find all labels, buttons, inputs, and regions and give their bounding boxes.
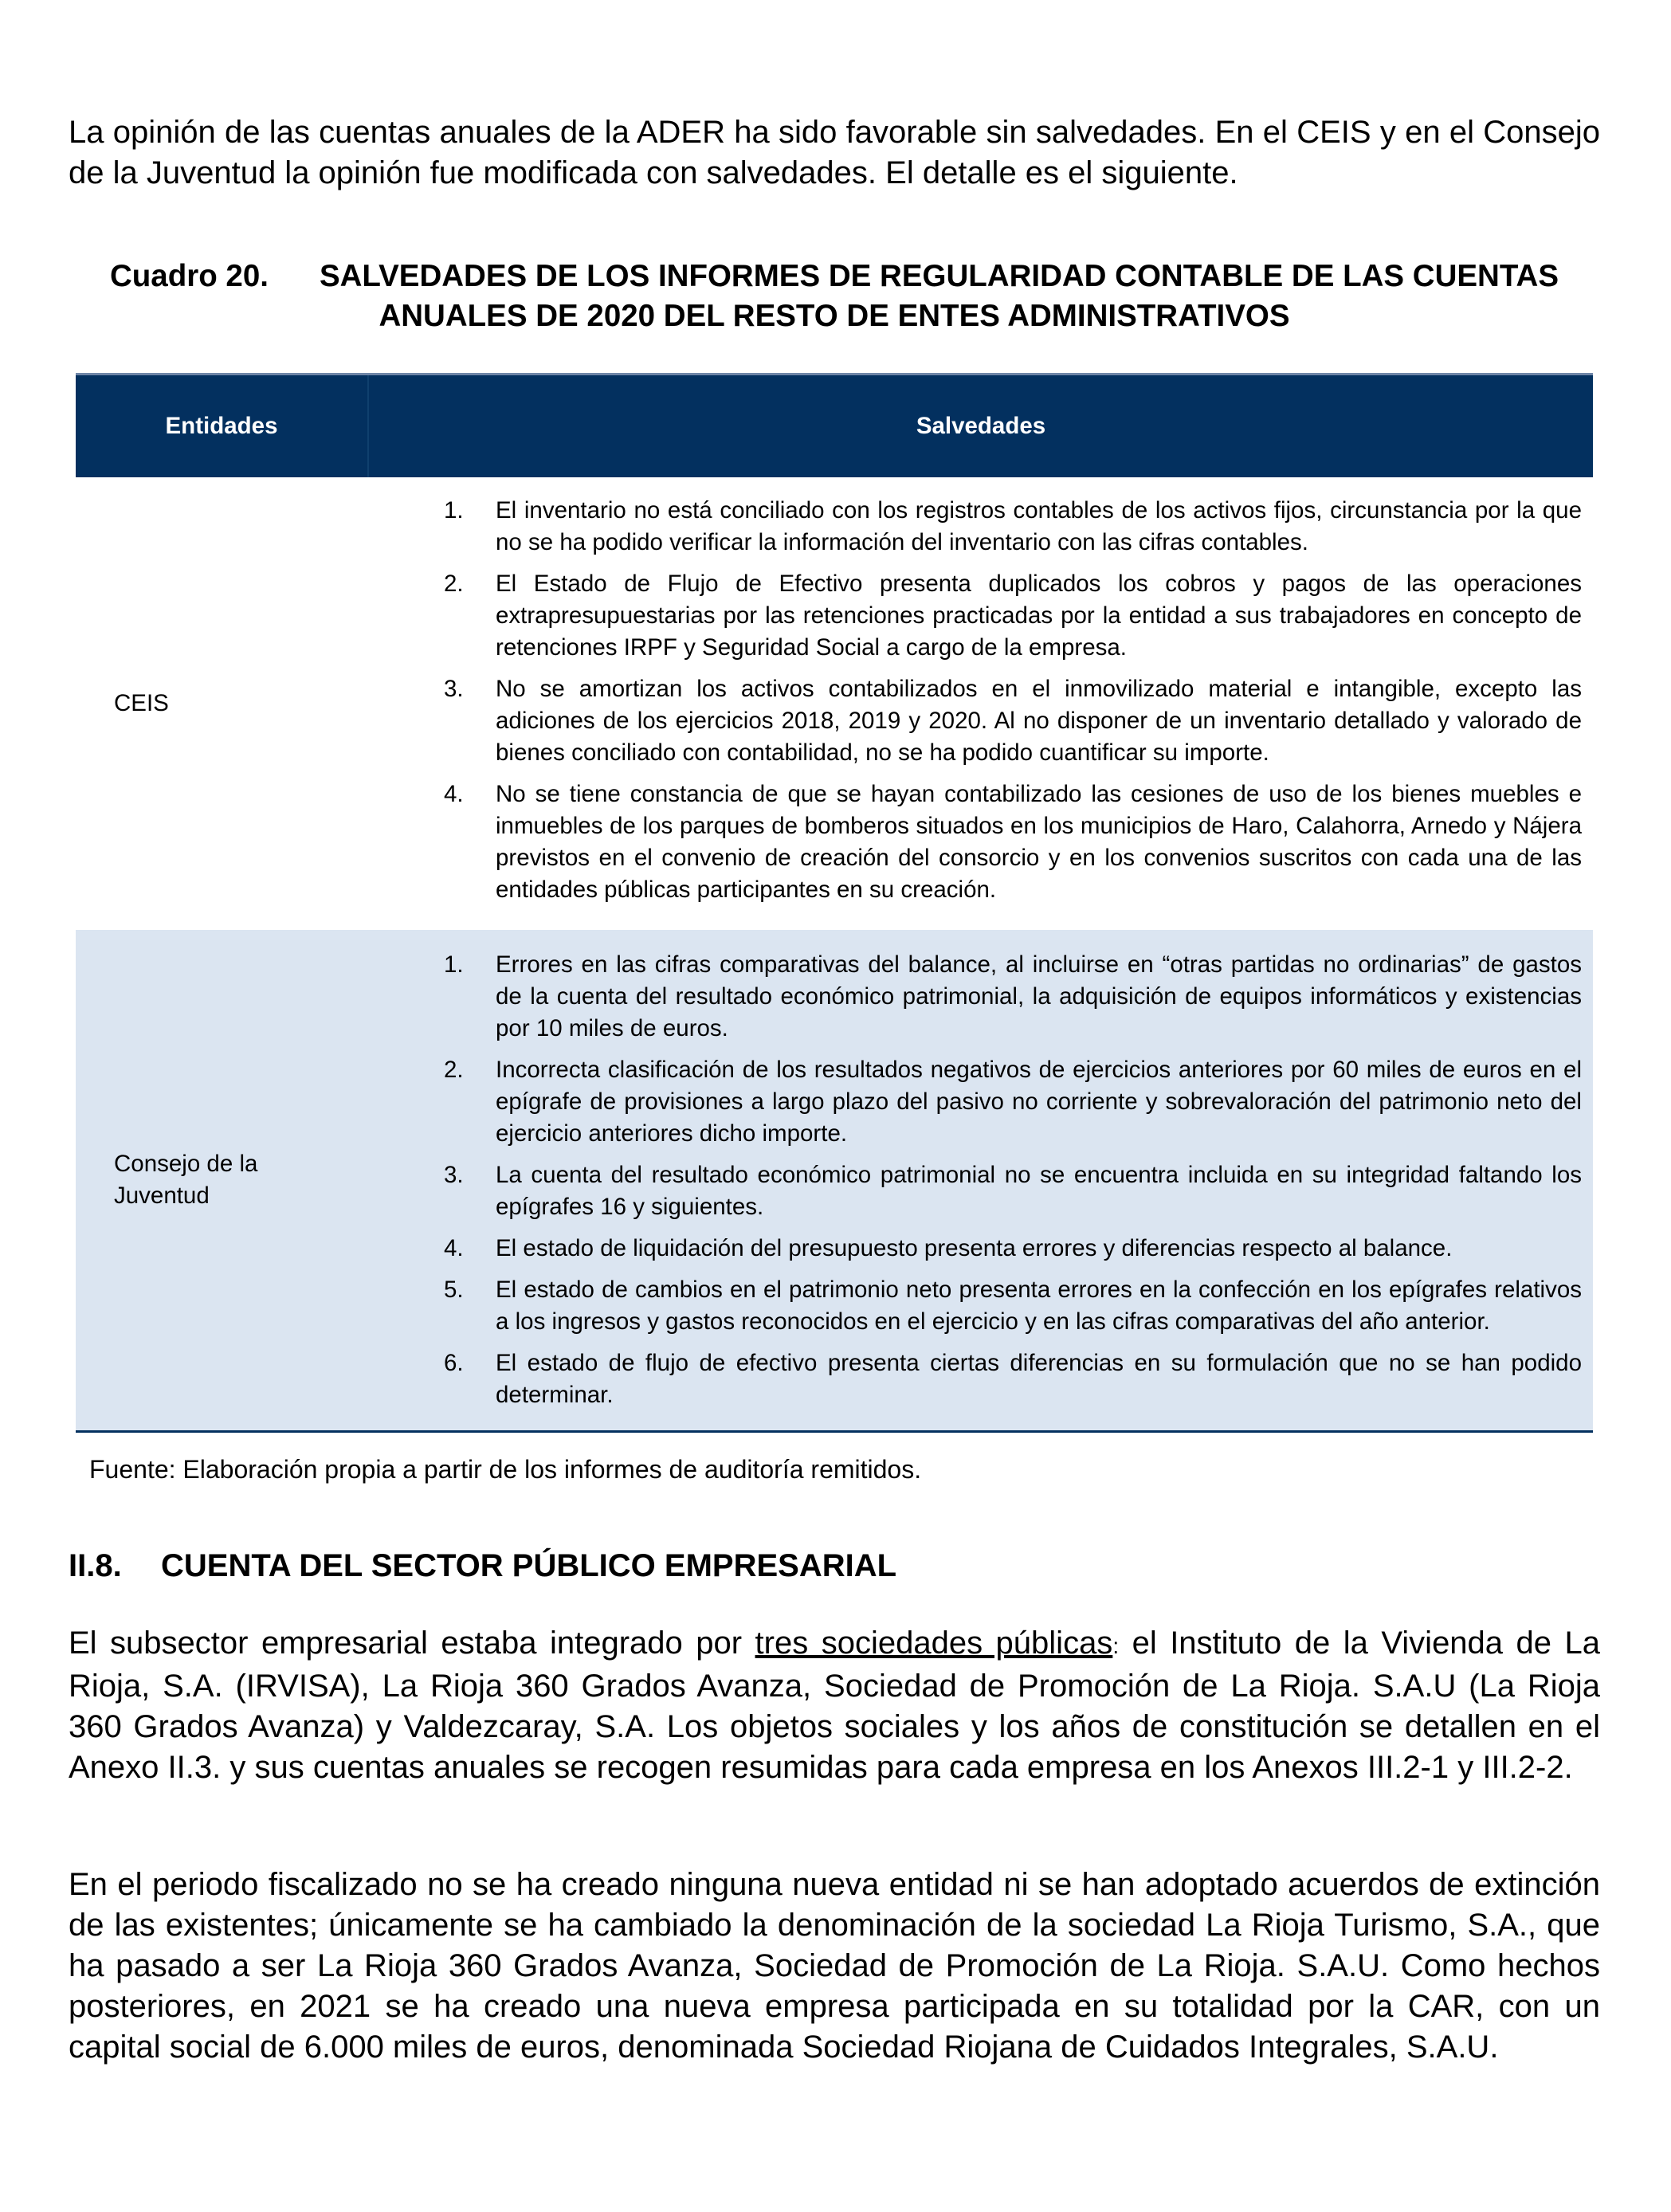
list-item: [368, 1274, 1582, 1338]
entity-name: Consejo de la Juventud: [114, 1151, 258, 1209]
item-text: No se tiene constancia de que se hayan contabilizado las cesiones de uso de los bienes muebles e inmuebles de los parques de bomberos situados en los municipios de Haro, Calahorra, Arnedo y Nájera previstos en el convenio de creación del consorcio y en los convenios suscritos con cada una de las entidades públicas participantes en su creación.: [496, 781, 1582, 903]
item-number: 5.: [444, 1277, 464, 1303]
list-item: [368, 779, 1582, 906]
table-row-ceis: [76, 477, 1593, 930]
salvedades-list: [368, 477, 1593, 930]
list-item: [368, 673, 1582, 769]
intro-paragraph: La opinión de las cuentas anuales de la ADER ha sido favorable sin salvedades. En el CEIS y en el Consejo de la Juventud la opinión fue modificada con salvedades. El detalle es el siguiente.: [69, 115, 1600, 190]
table-row-consejo-juventud: [76, 930, 1593, 1432]
list-item: [368, 1233, 1582, 1265]
list-item: [368, 568, 1582, 664]
list-item: [368, 1054, 1582, 1150]
salvedades-table: [76, 373, 1593, 1433]
item-text: La cuenta del resultado económico patrimonial no se encuentra incluida en su integridad faltando los epígrafes 16 y siguientes.: [496, 1162, 1582, 1220]
table-header-row: [76, 375, 1593, 478]
entity-cell: [76, 930, 368, 1432]
salvedades-cell: [368, 930, 1593, 1432]
caption-title: SALVEDADES DE LOS INFORMES DE REGULARIDAD CONTABLE DE LAS CUENTAS ANUALES DE 2020 DEL RESTO DE ENTES ADMINISTRATIVOS: [319, 259, 1559, 333]
entity-cell: CEIS: [76, 477, 368, 930]
item-text: El Estado de Flujo de Efectivo presenta duplicados los cobros y pagos de las operaciones extrapresupuestarias por las retenciones practicadas por la entidad a sus trabajadores en concepto de retenciones IRPF y Seguridad Social a cargo de la empresa.: [496, 571, 1582, 661]
section-heading: [69, 1545, 896, 1586]
list-item: [368, 1159, 1582, 1223]
salvedades-cell: [368, 477, 1593, 930]
item-number: 4.: [444, 1235, 464, 1261]
sector-paragraph: [69, 1623, 1600, 1788]
section-number: II.8.: [69, 1548, 122, 1583]
header-entidades: Entidades: [76, 375, 368, 478]
sector-text-start: El subsector empresarial estaba integrado por: [69, 1626, 755, 1661]
list-item: [368, 949, 1582, 1045]
item-text: El inventario no está conciliado con los registros contables de los activos fijos, circunstancia por la que no se ha podido verificar la información del inventario con las cifras contables.: [496, 497, 1582, 555]
sector-text-end: el Instituto de la Vivienda de La Rioja, S.A. (IRVISA), La Rioja 360 Grados Avanza, Sociedad de Promoción de La Rioja. S.A.U (La Rioja 360 Grados Avanza) y Valdezcaray, S.A. Los objetos sociales y los años de constitución se detallen en el Anexo II.3. y sus cuentas anuales se recogen resumidas para cada empresa en los Anexos III.2-1 y III.2-2.: [69, 1626, 1600, 1785]
item-number: 1.: [444, 497, 464, 524]
sector-colon: :: [1112, 1634, 1120, 1658]
list-item: [368, 1347, 1582, 1411]
periodo-paragraph: En el periodo fiscalizado no se ha creado ninguna nueva entidad ni se han adoptado acuerdos de extinción de las existentes; únicamente se ha cambiado la denominación de la sociedad La Rioja Turismo, S.A., que ha pasado a ser La Rioja 360 Grados Avanza, Sociedad de Promoción de La Rioja. S.A.U. Como hechos posteriores, en 2021 se ha creado una nueva empresa participada en su totalidad por la CAR, con un capital social de 6.000 miles de euros, denominada Sociedad Riojana de Cuidados Integrales, S.A.U.: [69, 1867, 1600, 2065]
list-item: [368, 495, 1582, 559]
item-number: 2.: [444, 1057, 464, 1083]
sector-underlined-text: tres sociedades públicas: [755, 1626, 1113, 1661]
item-text: El estado de cambios en el patrimonio neto presenta errores en la confección en los epígrafes relativos a los ingresos y gastos reconocidos en el ejercicio y en las cifras comparativas del año anterior.: [496, 1277, 1582, 1335]
item-text: El estado de liquidación del presupuesto presenta errores y diferencias respecto al balance.: [496, 1235, 1453, 1261]
table-caption: [69, 257, 1600, 336]
item-number: 4.: [444, 781, 464, 807]
item-text: No se amortizan los activos contabilizados en el inmovilizado material e intangible, excepto las adiciones de los ejercicios 2018, 2019 y 2020. Al no disponer de un inventario detallado y valorado de bienes conciliado con contabilidad, no se ha podido cuantificar su importe.: [496, 676, 1582, 766]
item-number: 3.: [444, 1162, 464, 1188]
item-text: El estado de flujo de efectivo presenta ciertas diferencias en su formulación que no se han podido determinar.: [496, 1350, 1582, 1408]
item-number: 6.: [444, 1350, 464, 1376]
item-number: 1.: [444, 951, 464, 978]
item-number: 2.: [444, 571, 464, 597]
item-text: Errores en las cifras comparativas del balance, al incluirse en “otras partidas no ordinarias” de gastos de la cuenta del resultado económico patrimonial, la adquisición de equipos informáticos y existencias por 10 miles de euros.: [496, 951, 1582, 1041]
table-source-note: Fuente: Elaboración propia a partir de los informes de auditoría remitidos.: [89, 1455, 922, 1484]
section-title: CUENTA DEL SECTOR PÚBLICO EMPRESARIAL: [161, 1548, 897, 1583]
item-number: 3.: [444, 676, 464, 702]
caption-number: Cuadro 20.: [109, 259, 269, 293]
item-text: Incorrecta clasificación de los resultados negativos de ejercicios anteriores por 60 miles de euros en el epígrafe de provisiones a largo plazo del pasivo no corriente y sobrevaloración del patrimonio neto del ejercicio anteriores dicho importe.: [496, 1057, 1582, 1147]
salvedades-list: [368, 930, 1593, 1430]
header-salvedades: Salvedades: [368, 375, 1593, 478]
